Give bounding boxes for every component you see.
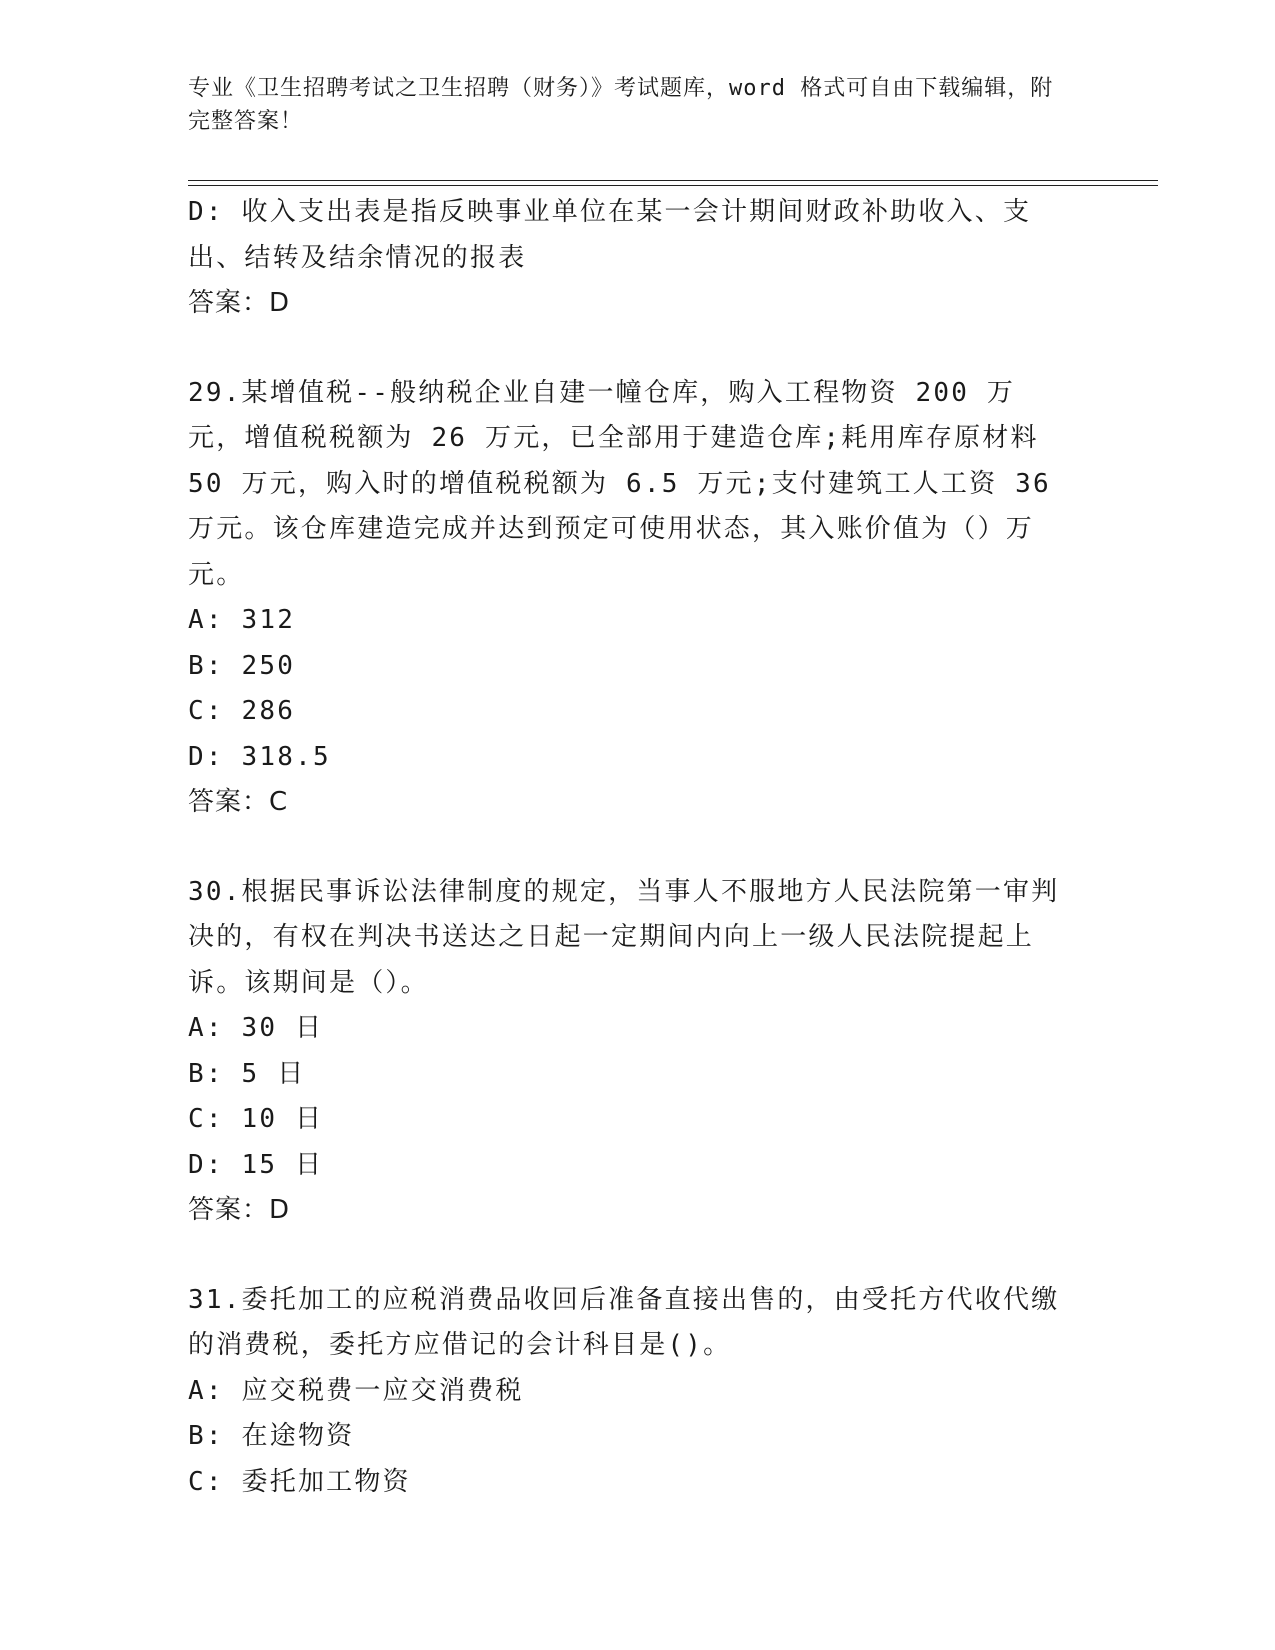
spacer <box>188 826 1088 870</box>
question-30-option-c: C: 10 日 <box>188 1104 324 1134</box>
spacer <box>188 327 1088 371</box>
spacer <box>188 1234 1088 1278</box>
header-rule-top <box>188 180 1158 181</box>
question-31-option-c: C: 委托加工物资 <box>188 1466 411 1497</box>
question-30-answer: 答案：D <box>188 1195 291 1225</box>
question-29-option-a: A: 312 <box>188 605 296 635</box>
question-31-stem: 31.委托加工的应税消费品收回后准备直接出售的，由受托方代收代缴的消费税，委托方应借记的会计科目是()。 <box>188 1284 1060 1360</box>
question-29-option-b: B: 250 <box>188 650 296 681</box>
question-31-option-b: B: 在途物资 <box>188 1421 355 1451</box>
question-30-stem: 30.根据民事诉讼法律制度的规定，当事人不服地方人民法院第一审判决的，有权在判决书送达之日起一定期间内向上一级人民法院提起上诉。该期间是（）。 <box>188 876 1060 998</box>
document-header: 专业《卫生招聘考试之卫生招聘（财务）》考试题库，word 格式可自由下载编辑，附完整答案！ <box>188 76 1054 134</box>
document-body <box>188 190 1088 1505</box>
prev-option-d: D: 收入支出表是指反映事业单位在某一会计期间财政补助收入、支出、结转及结余情况的报表 <box>188 197 1032 273</box>
question-30-option-a: A: 30 日 <box>188 1013 324 1043</box>
header-rule-bottom <box>188 185 1158 186</box>
prev-answer: 答案：D <box>188 288 291 318</box>
question-29-stem: 29.某增值税--般纳税企业自建一幢仓库，购入工程物资 200 万元，增值税税额为 26 万元，已全部用于建造仓库;耗用库存原材料 50 万元，购入时的增值税税额为 6.5 万元;支付建筑工人工资 36 万元。该仓库建造完成并达到预定可使用状态，其入账价值为（）万元。 <box>188 377 1069 590</box>
question-31-option-a: A: 应交税费一应交消费税 <box>188 1375 524 1406</box>
question-29-answer: 答案：C <box>188 787 289 817</box>
question-30-option-b: B: 5 日 <box>188 1058 306 1089</box>
question-29-option-d: D: 318.5 <box>188 741 331 772</box>
question-30-option-d: D: 15 日 <box>188 1149 324 1180</box>
question-29-option-c: C: 286 <box>188 696 296 726</box>
